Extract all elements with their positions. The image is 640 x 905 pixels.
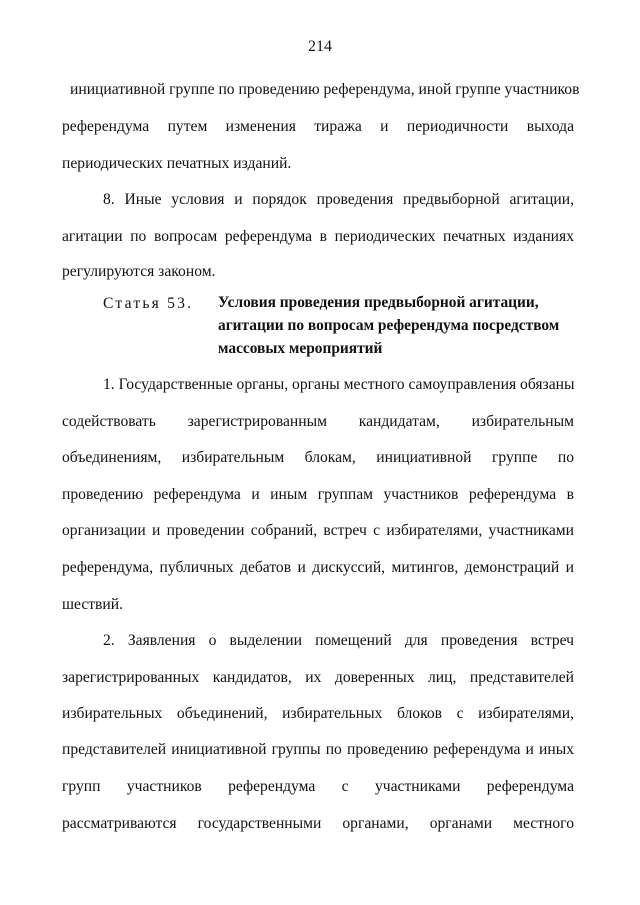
text-line: содействовать зарегистрированным кандидатам, избирательным bbox=[62, 413, 574, 430]
article-title-line: массовых мероприятий bbox=[218, 340, 383, 357]
text-line: проведению референдума и иным группам участников референдума в bbox=[62, 486, 574, 503]
article-title-line: агитации по вопросам референдума посредством bbox=[218, 317, 560, 334]
text-line: шествий. bbox=[62, 596, 124, 613]
article-label: Статья 53. bbox=[103, 295, 194, 312]
text-line: 8. Иные условия и порядок проведения предвыборной агитации, bbox=[103, 191, 574, 208]
text-line: организации и проведении собраний, встреч с избирателями, участниками bbox=[62, 522, 574, 539]
article-title-line: Условия проведения предвыборной агитации, bbox=[218, 294, 539, 311]
text-line: агитации по вопросам референдума в периодических печатных изданиях bbox=[62, 228, 574, 245]
text-line: представителей инициативной группы по проведению референдума и иных bbox=[62, 741, 574, 758]
text-line: инициативной группе по проведению референдума, иной группе участников bbox=[70, 81, 580, 98]
text-line: референдума путем изменения тиража и периодичности выхода bbox=[62, 118, 574, 135]
text-line: рассматриваются государственными органами, органами местного bbox=[62, 815, 574, 832]
text-line: регулируются законом. bbox=[62, 263, 216, 280]
text-line: зарегистрированных кандидатов, их доверенных лиц, представителей bbox=[62, 669, 574, 686]
text-line: избирательных объединений, избирательных блоков с избирателями, bbox=[62, 705, 574, 722]
text-line: 2. Заявления о выделении помещений для проведения встреч bbox=[103, 632, 574, 649]
page-number: 214 bbox=[308, 38, 332, 55]
text-line: групп участников референдума с участниками референдума bbox=[62, 778, 574, 795]
text-line: периодических печатных изданий. bbox=[62, 155, 292, 172]
text-line: 1. Государственные органы, органы местного самоуправления обязаны bbox=[103, 376, 575, 393]
text-line: референдума, публичных дебатов и дискуссий, митингов, демонстраций и bbox=[62, 559, 574, 576]
text-line: объединениям, избирательным блокам, инициативной группе по bbox=[62, 449, 574, 466]
